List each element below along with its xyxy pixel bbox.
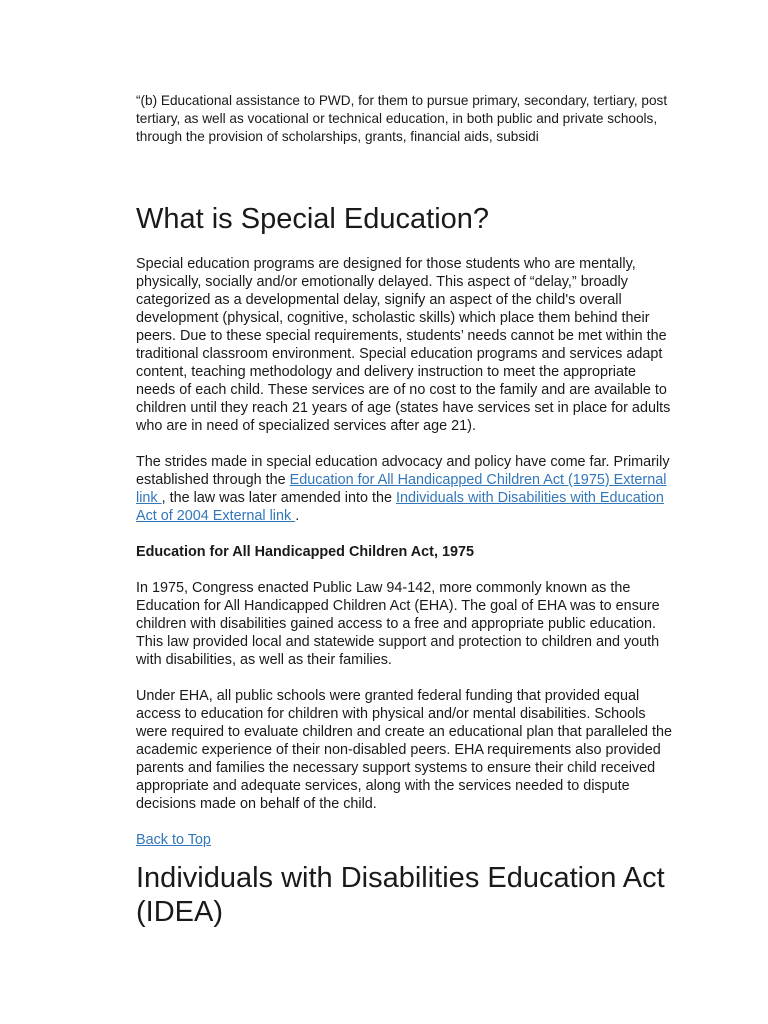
heading-what-is-special-education: What is Special Education? — [136, 203, 490, 235]
strides-text-3: . — [295, 508, 300, 524]
link-idea-2004[interactable]: Individuals with Disabilities with Education Act of 2004 External link — [136, 490, 664, 524]
paragraph-under-eha: Under EHA, all public schools were granted federal funding that provided equal access to education for children with physical and/or mental disabilities. Schools were required to evaluate children and create an educational plan that paralleled the academic experience of their non-disabled peers. EHA requirements also provided parents and families the necessary support systems to ensure their child received appropriate and adequate services, along with the services needed to dispute decisions made on behalf of the child. — [136, 688, 673, 812]
strides-text-1: The strides made in special education advocacy and policy have come far. Primarily established through the — [136, 454, 670, 488]
link-eha-1975[interactable]: Education for All Handicapped Children Act (1975) External link — [136, 472, 667, 506]
back-to-top-paragraph — [136, 831, 676, 849]
paragraph-intro: Special education programs are designed for those students who are mentally, physically, socially and/or emotionally delayed. This aspect of “delay,” broadly categorized as a developmental delay, signify an aspect of the child's overall development (physical, cognitive, scholastic skills) which place them behind their peers. Due to these special requirements, students’ needs cannot be met within the traditional classroom environment. Special education programs and services adapt content, teaching methodology and delivery instruction to meet the appropriate needs of each child. These services are of no cost to the family and are available to children until they reach 21 years of age (states have services set in place for adults who are in need of specialized services after age 21). — [136, 256, 671, 434]
quote-paragraph: “(b) Educational assistance to PWD, for them to pursue primary, secondary, tertiary, post tertiary, as well as vocational or technical education, in both public and private schools, through the provision of scholarships, grants, financial aids, subsidi — [136, 93, 668, 144]
document-body — [136, 92, 676, 929]
strides-text-2: , the law was later amended into the — [161, 490, 396, 506]
paragraph-strides — [136, 453, 676, 525]
paragraph-1975: In 1975, Congress enacted Public Law 94-142, more commonly known as the Education for All Handicapped Children Act (EHA). The goal of EHA was to ensure children with disabilities gained access to a free and appropriate public education. This law provided local and statewide support and protection to children and youth with disabilities, as well as their families. — [136, 580, 660, 668]
subheading-eha-1975: Education for All Handicapped Children Act, 1975 — [136, 544, 474, 560]
heading-idea: Individuals with Disabilities Education Act (IDEA) — [136, 862, 665, 928]
back-to-top-link[interactable]: Back to Top — [136, 832, 211, 848]
